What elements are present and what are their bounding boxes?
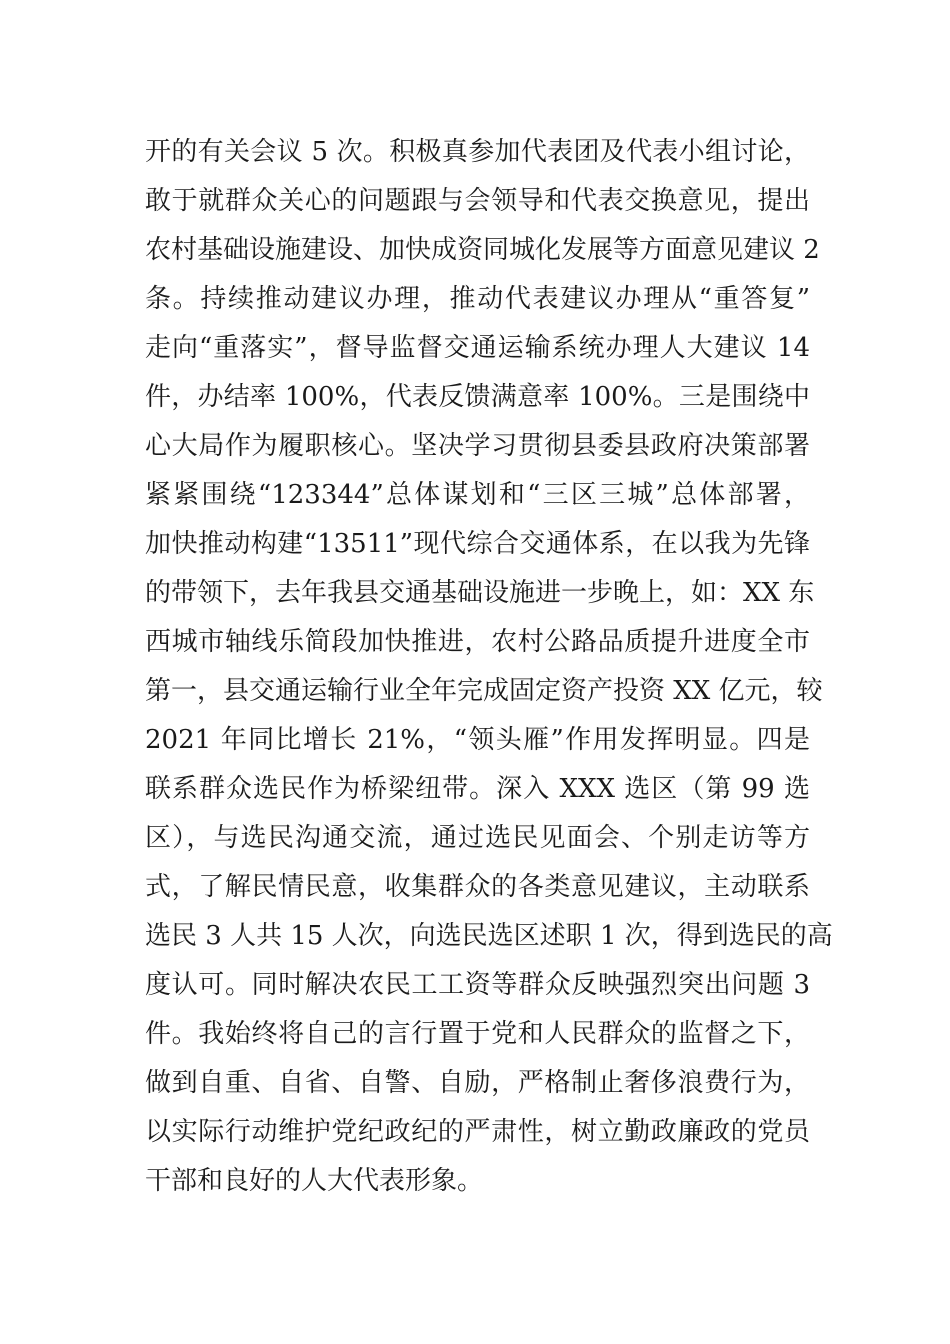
body-paragraph xyxy=(145,128,833,1206)
paragraph-line: 紧紧围绕“123344”总体谋划和“三区三城”总体部署， xyxy=(145,480,810,510)
paragraph-line: 件，办结率 100%，代表反馈满意率 100%。三是围绕中 xyxy=(145,382,810,412)
paragraph-line: 干部和良好的人大代表形象。 xyxy=(145,1166,484,1196)
paragraph-line: 农村基础设施建设、加快成资同城化发展等方面意见建议 2 xyxy=(145,235,820,265)
paragraph-line: 走向“重落实”，督导监督交通运输系统办理人大建议 14 xyxy=(145,333,810,363)
paragraph-line: 第一，县交通运输行业全年完成固定资产投资 XX 亿元，较 xyxy=(145,676,823,706)
paragraph-line: 的带领下，去年我县交通基础设施进一步晚上，如：XX 东 xyxy=(145,578,815,608)
paragraph-line: 做到自重、自省、自警、自励，严格制止奢侈浪费行为， xyxy=(145,1068,810,1098)
paragraph-line: 心大局作为履职核心。坚决学习贯彻县委县政府决策部署 xyxy=(145,431,810,461)
paragraph-line: 加快推动构建“13511”现代综合交通体系，在以我为先锋 xyxy=(145,529,810,559)
paragraph-line: 西城市轴线乐简段加快推进，农村公路品质提升进度全市 xyxy=(145,627,810,657)
paragraph-line: 度认可。同时解决农民工工资等群众反映强烈突出问题 3 xyxy=(145,970,810,1000)
paragraph-line: 选民 3 人共 15 人次，向选民选区述职 1 次，得到选民的高 xyxy=(145,921,833,951)
paragraph-line: 式，了解民情民意，收集群众的各类意见建议，主动联系 xyxy=(145,872,810,902)
paragraph-line: 联系群众选民作为桥梁纽带。深入 XXX 选区（第 99 选 xyxy=(145,774,810,804)
paragraph-line: 件。我始终将自己的言行置于党和人民群众的监督之下， xyxy=(145,1019,810,1049)
paragraph-line: 以实际行动维护党纪政纪的严肃性，树立勤政廉政的党员 xyxy=(145,1117,810,1147)
paragraph-line: 敢于就群众关心的问题跟与会领导和代表交换意见，提出 xyxy=(145,186,810,216)
paragraph-line: 2021 年同比增长 21%，“领头雁”作用发挥明显。四是 xyxy=(145,725,810,755)
paragraph-line: 区），与选民沟通交流，通过选民见面会、个别走访等方 xyxy=(145,823,810,853)
paragraph-line: 条。持续推动建议办理，推动代表建议办理从“重答复” xyxy=(145,284,810,314)
paragraph-line: 开的有关会议 5 次。积极真参加代表团及代表小组讨论， xyxy=(145,137,810,167)
